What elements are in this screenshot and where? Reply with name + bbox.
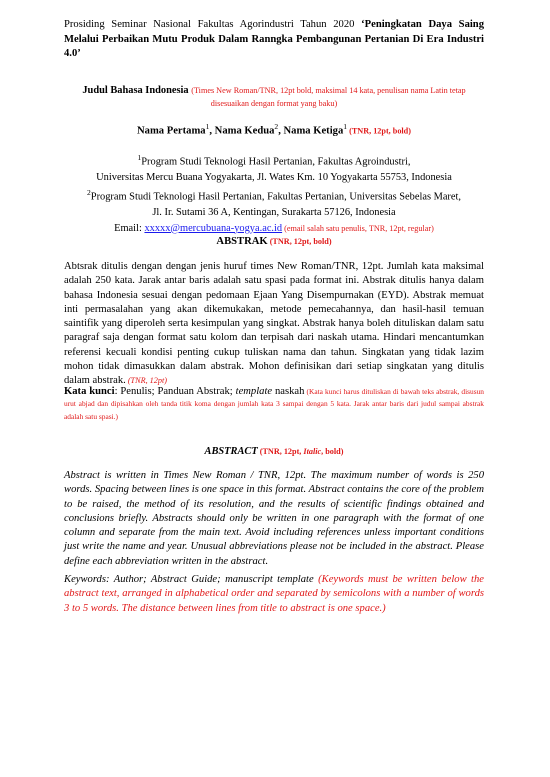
email-format-note: (email salah satu penulis, TNR, 12pt, regular) xyxy=(282,223,434,233)
kata-kunci-italic: template xyxy=(232,386,273,397)
abstrak-body-note: (TNR, 12pt) xyxy=(125,376,167,386)
authors-format-note: (TNR, 12pt, bold) xyxy=(347,126,411,136)
abstrak-heading-note: (TNR, 12pt, bold) xyxy=(267,237,332,246)
kata-kunci-note: (Kata kunci harus dituliskan di bawah teks abstrak, disusun urut abjad dan dipisahkan oleh tanda titik koma dengan jumlah kata 3 sampai dengan 5 kata. Jarak antar baris dari judul sampai abstrak adalah satu spasi.) xyxy=(64,387,484,421)
author-1-affil: 1 xyxy=(205,122,210,131)
abstract-heading-note-a: (TNR, 12pt, xyxy=(257,447,304,456)
abstrak-heading: ABSTRAK xyxy=(216,236,268,247)
author-list xyxy=(64,122,484,137)
kata-kunci-text: : Penulis; Panduan Abstrak; xyxy=(114,386,233,397)
affiliation-1-text: Program Studi Teknologi Hasil Pertanian, Fakultas Agroindustri, xyxy=(141,156,411,168)
keywords-block xyxy=(64,573,484,616)
kata-kunci-block xyxy=(64,386,484,423)
abstrak-text: Abtsrak ditulis dengan dengan jenis huruf times New Roman/TNR, 12pt. Jumlah kata maksimal adalah 250 kata. Jarak antar baris adalah satu spasi pada format ini. Abstrak ditulis hanya dalam bahasa Indonesia sesuai dengan pedomaan Ejaan Yang Disempurnakan (EYD). Abstrak memuat inti permasalahan yang akan dikemukakan, metode pemecahannya, dan hasil-hasil temuan saintifik yang diperoleh serta kesimpulan yang singkat. Abstrak hanya boleh dituliskan dalam satu paragraf saja dengan format satu kolom dan terpisah dari naskah utama. Hindari mencantumkan referensi kecuali kondisi penting cukup tuliskan nama dan tahun. Singkatan yang tidak lazim mohon tidak dimasukkan dalam abstrak. Mohon definisikan dari setiap singkatan yang ditulis dalam abstrak. xyxy=(64,261,484,387)
affiliations-block xyxy=(64,150,484,236)
author-sep-1: , xyxy=(209,125,215,137)
keywords-text: Keywords: Author; Abstract Guide; manuscript template xyxy=(64,574,314,585)
header-proceedings-name: Prosiding Seminar Nasional Fakultas Agorindustri Tahun 2020 xyxy=(64,19,355,30)
paper-title-block xyxy=(64,84,484,111)
affiliation-1-line-1 xyxy=(64,150,484,170)
kata-kunci-label: Kata kunci xyxy=(64,386,115,397)
affiliation-2-marker: 2 xyxy=(87,188,91,198)
affiliation-2-text: Program Studi Teknologi Hasil Pertanian, Fakultas Pertanian, Universitas Sebelas Maret, xyxy=(90,191,461,203)
author-2-affil: 2 xyxy=(274,122,279,131)
keywords-note: (Keywords must be written below the abstract text, arranged in alphabetical order and separated by semicolons with a number of words 3 to 5 words. The distance between lines from title to abstract is one space.) xyxy=(64,574,484,614)
email-label: Email: xyxy=(114,222,145,234)
abstrak-body xyxy=(64,260,484,389)
affiliation-2-line-2: Jl. Ir. Sutami 36 A, Kentingan, Surakarta 57126, Indonesia xyxy=(152,207,396,219)
kata-kunci-text-2: naskah xyxy=(272,386,305,397)
author-3-affil: 1 xyxy=(343,122,348,131)
affiliation-1-line-2: Universitas Mercu Buana Yogyakarta, Jl. Wates Km. 10 Yogyakarta 55753, Indonesia xyxy=(96,171,452,183)
email-line xyxy=(64,221,484,236)
author-3: Nama Ketiga xyxy=(283,125,344,137)
author-1: Nama Pertama xyxy=(137,125,206,137)
abstract-heading: ABSTRACT xyxy=(204,446,258,457)
affiliation-2-line-1 xyxy=(64,185,484,205)
abstract-heading-note-b: Italic xyxy=(303,447,322,456)
header-theme: ‘Peningkatan Daya Saing Melalui Perbaikan Mutu Produk Dalam Ranngka Pembangunan Pertanian Di Era Industri 4.0’ xyxy=(64,19,484,60)
abstract-heading-note-c: , bold) xyxy=(321,447,344,456)
author-sep-2: , xyxy=(278,125,284,137)
abstract-heading-block xyxy=(64,446,484,457)
abstrak-heading-block xyxy=(64,236,484,247)
proceedings-header xyxy=(64,18,484,62)
affiliation-1-marker: 1 xyxy=(137,153,142,162)
author-2: Nama Kedua xyxy=(214,125,275,137)
abstract-body: Abstract is written in Times New Roman / TNR, 12pt. The maximum number of words is 250 words. Spacing between lines is one space in this format. Abstract contains the core of the problem to be raised, the method of its resolution, and the results of scientific findings obtained and conclusions briefly. Abstracts should only be written in one paragraph with the format of one column and separate from the main text. Avoid including references unless important conditions just write the name and year. Unusual abbreviations please not be included in the abstract. Please define each abbreviation written in the abstract. xyxy=(64,470,484,567)
paper-title: Judul Bahasa Indonesia xyxy=(82,85,189,96)
title-format-note: (Times New Roman/TNR, 12pt bold, maksimal 14 kata, penulisan nama Latin tetap disesuaikan dengan format yang baku) xyxy=(191,86,466,109)
email-link[interactable]: xxxxx@mercubuana-yogya.ac.id xyxy=(144,222,283,234)
